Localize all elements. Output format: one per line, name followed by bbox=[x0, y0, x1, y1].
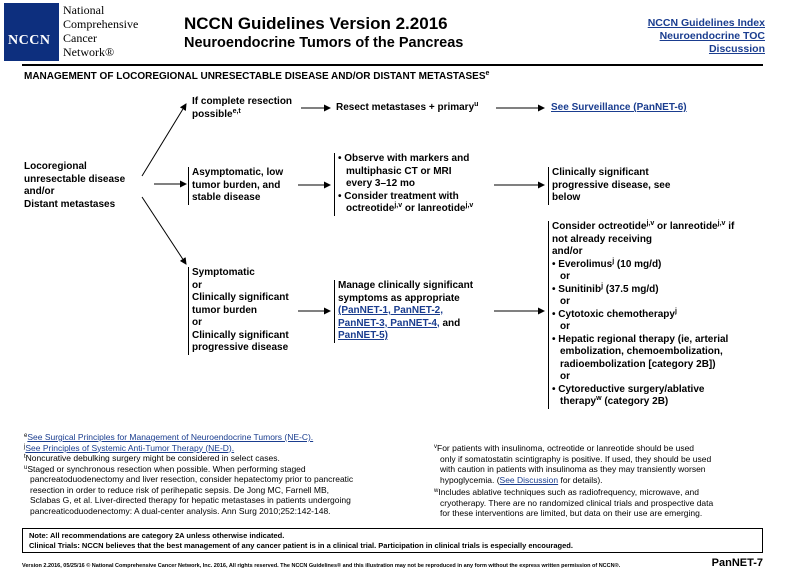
footnote-ref: j,v bbox=[394, 202, 403, 209]
or-text: or bbox=[560, 271, 570, 282]
footnote-text: Staged or synchronous resection when possible. When performing staged bbox=[27, 463, 306, 474]
guidelines-index-link[interactable]: NCCN Guidelines Index bbox=[647, 17, 765, 29]
dose: (37.5 mg/d) bbox=[603, 283, 659, 295]
footnote-ref: w bbox=[596, 395, 602, 402]
observe-line: multiphasic CT or MRI bbox=[346, 165, 452, 177]
resect-text: Resect metastases + primary bbox=[336, 102, 475, 113]
progressive-line: Clinically significant bbox=[552, 167, 649, 178]
consider-treatment-item: • Consider treatment with bbox=[338, 190, 459, 202]
branch3-line: progressive disease bbox=[192, 342, 289, 353]
hepatic-line: radioembolization [category 2B]) bbox=[560, 358, 716, 370]
root-line: and/or bbox=[24, 186, 55, 197]
or-text: or bbox=[560, 371, 570, 382]
observe-line: every 3–12 mo bbox=[346, 178, 415, 189]
treatment-line: and/or bbox=[552, 246, 583, 257]
drug-lanreotide: or lanreotide bbox=[402, 203, 466, 214]
neuroendocrine-toc-link[interactable]: Neuroendocrine TOC bbox=[659, 30, 765, 42]
branch3-line: or bbox=[192, 279, 202, 291]
footnote-ref: u bbox=[474, 101, 479, 108]
cyto-line bbox=[552, 396, 734, 409]
branch3-line: Symptomatic bbox=[192, 267, 255, 278]
option-cytoreductive: • Cytoreductive surgery/ablative bbox=[552, 383, 705, 395]
pannet-links[interactable]: PanNET-3, PanNET-4, bbox=[338, 317, 440, 329]
footnote-text: with caution in patients with insulinoma as they may transiently worsen bbox=[440, 464, 706, 474]
progressive-disease-note bbox=[548, 167, 670, 205]
branch2-line: tumor burden, and bbox=[192, 179, 281, 191]
drug-everolimus: Everolimus bbox=[558, 258, 613, 270]
footnote-text: hypoglycemia. ( bbox=[440, 474, 500, 485]
surgical-principles-link[interactable]: See Surgical Principles for Management of Neuroendocrine Tumors (NE-C). bbox=[27, 432, 314, 442]
consider-line bbox=[338, 203, 473, 216]
surveillance-ref bbox=[551, 102, 687, 115]
footnote-w bbox=[434, 487, 764, 498]
option-sunitinib: • Sunitinib$^j$ (37.5 mg/d) bbox=[552, 282, 659, 295]
footnote-text: Sclabas G, et al. Liver-directed therapy for hepatic metastases in patients undergoing bbox=[30, 495, 351, 505]
footnote-ref: j,v bbox=[717, 220, 726, 227]
footnote-text: for details). bbox=[558, 474, 603, 485]
branch1-line: If complete resection bbox=[192, 96, 293, 107]
category-note: Note: All recommendations are category 2A unless otherwise indicated. bbox=[29, 531, 285, 540]
footnote-marker: e bbox=[24, 433, 28, 439]
footnote-marker: u bbox=[24, 464, 28, 471]
footnote-text: cryotherapy. There are no randomized clinical trials and prospective data bbox=[440, 497, 714, 508]
footnote-ref: j bbox=[612, 257, 615, 265]
option-hepatic-therapy: • Hepatic regional therapy (ie, arterial bbox=[552, 333, 729, 345]
footnote-ref: j,v bbox=[646, 220, 655, 227]
see-discussion-link[interactable]: See Discussion bbox=[499, 474, 559, 485]
footnote-ref: j,v bbox=[465, 202, 474, 209]
or-text: or bbox=[560, 321, 570, 332]
footnote-v bbox=[434, 443, 764, 454]
logo-line: Cancer bbox=[63, 31, 97, 45]
drug-octreotide: octreotide bbox=[346, 203, 395, 214]
discussion-link[interactable]: Discussion bbox=[708, 43, 765, 55]
recommendation-note-box bbox=[22, 528, 763, 553]
cyto-category: (category 2B) bbox=[601, 396, 669, 407]
footnote-text: pancreatoduodenectomy and liver resection, consider hepatectomy prior to pancreatic bbox=[30, 474, 354, 484]
branch-symptomatic bbox=[188, 267, 289, 355]
treatment-line: not already receiving bbox=[552, 233, 653, 245]
option-everolimus: • Everolimus$^j$ (10 mg/d) bbox=[552, 257, 662, 270]
dose: (10 mg/d) bbox=[614, 258, 662, 270]
logo-mark-text: NCCN bbox=[8, 33, 51, 48]
branch3-line: or bbox=[192, 317, 202, 328]
footnote-u bbox=[24, 464, 434, 475]
manage-symptoms-action bbox=[334, 280, 473, 343]
branch3-line: Clinically significant bbox=[192, 292, 289, 303]
treatment-intro bbox=[552, 221, 734, 234]
guideline-version-title: NCCN Guidelines Version 2.2016 bbox=[184, 14, 448, 33]
footnote-text: resection in order to reduce risk of perihepatic sepsis. De Jong MC, Farnell MB, bbox=[30, 484, 330, 495]
observe-line: Observe with markers and bbox=[344, 153, 470, 164]
systemic-therapy-link[interactable]: See Principles of Systemic Anti-Tumor Therapy (NE-D). bbox=[25, 442, 235, 453]
drug-octreotide: Consider octreotide bbox=[552, 221, 647, 232]
cyto-text: therapy bbox=[560, 396, 597, 407]
footnote-ref: j bbox=[674, 307, 677, 315]
footnote-marker: w bbox=[434, 488, 439, 494]
observe-item: • Observe with markers and bbox=[338, 153, 470, 164]
footnote-marker: j bbox=[24, 443, 26, 450]
footnote-text: Noncurative debulking surgery might be considered in select cases. bbox=[25, 453, 280, 463]
drug-sunitinib: Sunitinib bbox=[558, 283, 602, 295]
footnote-text: Includes ablative techniques such as radiofrequency, microwave, and bbox=[438, 487, 700, 497]
clinical-trials-note: Clinical Trials: NCCN believes that the best management of any cancer patient is in a clinical trial. Participation in clinical trials is especially encouraged. bbox=[29, 541, 573, 550]
flow-root-node bbox=[24, 161, 125, 211]
logo-line: Comprehensive bbox=[63, 17, 139, 31]
footnote-text: For patients with insulinoma, octreotide or lanreotide should be used bbox=[437, 443, 695, 453]
branch2-line: Asymptomatic, low bbox=[192, 167, 284, 178]
branch3-line: Clinically significant bbox=[192, 329, 289, 341]
footnote-marker: v bbox=[434, 444, 437, 450]
branch-complete-resection bbox=[192, 96, 292, 121]
observe-action bbox=[334, 153, 473, 216]
treatment-options bbox=[548, 221, 734, 409]
footnote-text bbox=[434, 475, 764, 486]
section-title-text: MANAGEMENT OF LOCOREGIONAL UNRESECTABLE DISEASE AND/OR DISTANT METASTASES bbox=[24, 71, 486, 82]
cyto-line: Cytoreductive surgery/ablative bbox=[558, 383, 705, 395]
copyright-footer: Version 2.2016, 05/25/16 © National Comprehensive Cancer Network, Inc. 2016, All rights reserved. The NCCN Guidelines® and this illustration may not be reproduced in any form without the express written permission of NCCN®. bbox=[22, 563, 621, 569]
or-text: or bbox=[560, 296, 570, 307]
footnote-t bbox=[24, 453, 434, 464]
footnote-ref: e,t bbox=[232, 107, 241, 115]
connector-root-to-branch3 bbox=[142, 197, 186, 264]
footnote-text: for these interventions are limited, but data on their use are emerging. bbox=[440, 508, 703, 518]
branch1-line: possible bbox=[192, 108, 233, 120]
root-line: Distant metastases bbox=[24, 198, 116, 210]
footnote-text: only if somatostatin scintigraphy is positive. If used, they should be used bbox=[440, 453, 712, 464]
connector-root-to-branch1 bbox=[142, 104, 186, 176]
pannet-links[interactable]: (PanNET-1, PanNET-2, bbox=[338, 305, 444, 316]
footnote-e bbox=[24, 432, 434, 443]
progressive-line: below bbox=[552, 192, 581, 203]
hepatic-line: embolization, chemoembolization, bbox=[560, 346, 723, 357]
guideline-subtitle: Neuroendocrine Tumors of the Pancreas bbox=[184, 35, 464, 51]
footnote-marker: t bbox=[24, 454, 26, 460]
footnote-text: pancreaticoduodenectomy: A dual-center analysis. Ann Surg 2010;252:142-148. bbox=[30, 505, 331, 516]
logo-line: National bbox=[63, 3, 105, 17]
branch-asymptomatic bbox=[188, 167, 283, 205]
hepatic-line: Hepatic regional therapy (ie, arterial bbox=[558, 333, 729, 345]
footnotes-right bbox=[434, 443, 764, 519]
section-title-footnote-ref: e bbox=[485, 70, 490, 77]
chemo-text: Cytotoxic chemotherapy bbox=[558, 308, 675, 320]
pannet-links[interactable]: PanNET-5) bbox=[338, 330, 389, 341]
root-line: Locoregional bbox=[24, 161, 87, 172]
footnote-j bbox=[24, 443, 434, 454]
progressive-line: progressive disease, see bbox=[552, 179, 671, 191]
branch2-line: stable disease bbox=[192, 192, 261, 203]
and-text: and bbox=[439, 317, 461, 329]
footnotes-left bbox=[24, 432, 434, 516]
drug-lanreotide: or lanreotide bbox=[654, 221, 718, 232]
resect-metastases-action bbox=[336, 102, 478, 115]
option-chemotherapy: • Cytotoxic chemotherapy$^j$ bbox=[552, 307, 677, 320]
manage-line: symptoms as appropriate bbox=[338, 292, 460, 304]
root-line: unresectable disease bbox=[24, 173, 126, 185]
manage-line: Manage clinically significant bbox=[338, 280, 474, 291]
see-surveillance-link[interactable]: See Surveillance (PanNET-6) bbox=[551, 102, 687, 113]
treatment-text: if bbox=[725, 221, 735, 232]
footnote-ref: j bbox=[601, 282, 604, 290]
page-id: PanNET-7 bbox=[711, 557, 763, 569]
consider-line: Consider treatment with bbox=[344, 190, 459, 202]
branch3-line: tumor burden bbox=[192, 304, 257, 316]
logo-line: Network® bbox=[63, 45, 115, 59]
